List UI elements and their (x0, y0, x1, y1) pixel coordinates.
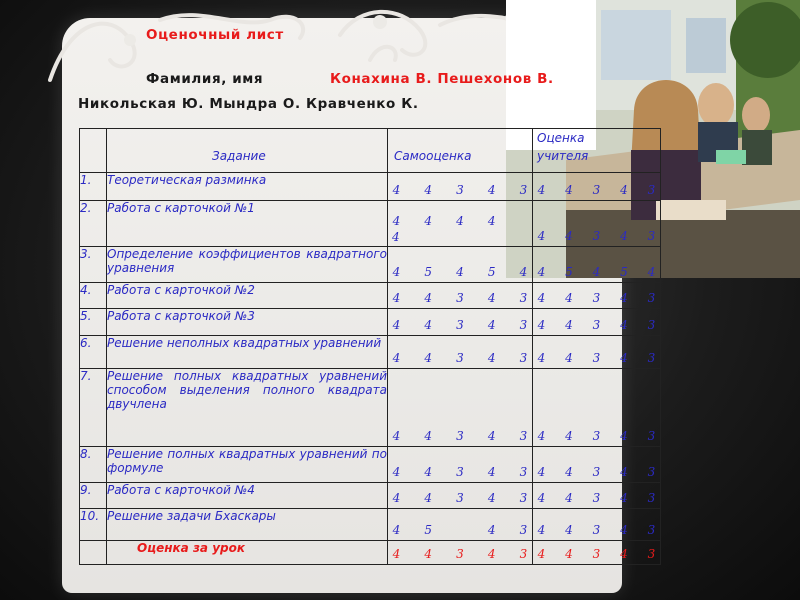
header-self: Самооценка (394, 149, 472, 163)
score-value: 3 (519, 317, 528, 332)
score-value: 3 (647, 428, 656, 443)
score-value: 3 (592, 291, 601, 306)
self-score-cell (388, 309, 533, 335)
score-value: 4 (487, 464, 496, 479)
score-value: 5 (424, 522, 433, 537)
row-task: Решение задачи Бхаскары (107, 508, 388, 540)
score-value: 4 (487, 350, 496, 365)
table-row (80, 368, 661, 446)
student-names-line1: Конахина В. Пешехонов В. (330, 71, 554, 87)
score-value: 3 (519, 291, 528, 306)
score-value: 4 (487, 317, 496, 332)
header-task-cell (107, 129, 388, 173)
score-value: 3 (647, 547, 656, 561)
score-value: 3 (647, 522, 656, 537)
self-score-cell (388, 508, 533, 540)
self-score-cell (388, 247, 533, 283)
score-value: 4 (424, 464, 433, 479)
score-value: 4 (456, 214, 464, 229)
score-value: 4 (537, 229, 546, 244)
score-value: 4 (620, 547, 628, 561)
student-names-line2: Никольская Ю. Мындра О. Кравченко К. (78, 96, 419, 112)
score-value: 3 (592, 229, 601, 244)
score-value: 4 (537, 464, 546, 479)
score-value: 5 (565, 265, 573, 280)
score-value: 3 (592, 350, 601, 365)
table-row (80, 247, 661, 283)
score-value: 4 (592, 265, 601, 280)
row-task: Определение коэффициентов квадратного уравнения (107, 247, 388, 283)
score-value: 4 (565, 317, 573, 332)
row-number: 8. (80, 446, 107, 482)
score-value: 4 (565, 547, 573, 561)
header-num-cell (80, 129, 107, 173)
score-value: 5 (424, 265, 433, 280)
score-value: 4 (424, 317, 433, 332)
score-value: 3 (519, 547, 528, 561)
row-number: 4. (80, 283, 107, 309)
row-task: Работа с карточкой №3 (107, 309, 388, 335)
self-score-cell (388, 200, 533, 246)
score-value: 3 (592, 547, 601, 561)
score-value: 4 (392, 490, 401, 505)
score-value: 4 (620, 317, 628, 332)
table-row (80, 283, 661, 309)
score-value: 3 (519, 464, 528, 479)
score-value: 3 (456, 182, 464, 197)
score-value: 4 (620, 428, 628, 443)
score-value: 4 (424, 350, 433, 365)
table-row (80, 482, 661, 508)
score-value: 3 (519, 428, 528, 443)
score-value: 3 (647, 229, 656, 244)
score-value: 4 (565, 428, 573, 443)
score-value: 4 (620, 464, 628, 479)
teacher-score-cell (533, 335, 661, 368)
table-row (80, 309, 661, 335)
table-row (80, 335, 661, 368)
score-value: 3 (647, 490, 656, 505)
final-grade-row (80, 540, 661, 564)
score-value: 3 (592, 428, 601, 443)
score-value: 4 (424, 182, 433, 197)
score-value: 3 (519, 490, 528, 505)
score-value: 4 (565, 522, 573, 537)
header-teacher-cell (533, 129, 661, 173)
score-value: 4 (537, 547, 546, 561)
score-value: 4 (565, 490, 573, 505)
row-task: Работа с карточкой №1 (107, 200, 388, 246)
final-grade-label: Оценка за урок (107, 540, 388, 564)
score-value: 3 (456, 350, 464, 365)
score-value: 4 (565, 229, 573, 244)
score-value: 4 (392, 317, 401, 332)
final-self-score-cell (388, 540, 533, 564)
score-value: 4 (392, 214, 401, 229)
table-row (80, 446, 661, 482)
score-value: 4 (456, 265, 464, 280)
self-score-cell (388, 335, 533, 368)
score-value: 3 (519, 350, 528, 365)
score-value: 3 (456, 490, 464, 505)
row-number: 10. (80, 508, 107, 540)
row-number: 3. (80, 247, 107, 283)
score-value: 4 (537, 317, 546, 332)
score-value: 4 (565, 182, 573, 197)
score-value: 4 (487, 428, 496, 443)
row-number: 5. (80, 309, 107, 335)
score-value: 3 (456, 547, 464, 561)
score-value: 5 (487, 265, 496, 280)
score-value: 3 (592, 317, 601, 332)
sheet-title: Оценочный лист (146, 27, 284, 43)
teacher-score-cell (533, 309, 661, 335)
teacher-score-cell (533, 508, 661, 540)
score-value: 4 (537, 428, 546, 443)
score-value: 3 (647, 464, 656, 479)
score-value: 4 (620, 182, 628, 197)
self-score-cell (388, 368, 533, 446)
score-value: 4 (565, 350, 573, 365)
score-value: 4 (487, 214, 496, 229)
table-row (80, 200, 661, 246)
score-value: 3 (456, 464, 464, 479)
score-value: 4 (392, 265, 401, 280)
score-value: 4 (487, 522, 496, 537)
final-num-cell (80, 540, 107, 564)
final-teacher-score-cell (533, 540, 661, 564)
score-value: 4 (519, 265, 528, 280)
score-value: 4 (392, 182, 401, 197)
row-task: Работа с карточкой №4 (107, 482, 388, 508)
row-task: Работа с карточкой №2 (107, 283, 388, 309)
teacher-score-cell (533, 173, 661, 200)
score-value: 4 (565, 464, 573, 479)
grades-table (79, 128, 661, 565)
self-score-cell (388, 446, 533, 482)
score-value: 3 (592, 464, 601, 479)
score-value: 4 (620, 350, 628, 365)
score-value: 4 (392, 547, 401, 561)
score-value: 3 (519, 182, 528, 197)
score-value: 4 (487, 182, 496, 197)
score-value: 4 (537, 265, 546, 280)
score-value: 4 (537, 522, 546, 537)
row-number: 9. (80, 482, 107, 508)
score-value: 3 (456, 291, 464, 306)
score-value: 3 (456, 317, 464, 332)
row-number: 6. (80, 335, 107, 368)
score-value: 3 (647, 350, 656, 365)
self-score-cell (388, 173, 533, 200)
score-value: 4 (620, 229, 628, 244)
score-value: 5 (620, 265, 628, 280)
row-task: Решение полных квадратных уравнений способом выделения полного квадрата двучлена (107, 368, 388, 446)
score-value: 4 (647, 265, 656, 280)
score-value: 3 (647, 291, 656, 306)
score-value: 4 (487, 291, 496, 306)
header-task: Задание (212, 149, 266, 163)
row-task: Теоретическая разминка (107, 173, 388, 200)
score-value: 4 (620, 291, 628, 306)
score-value: 4 (392, 291, 401, 306)
score-value: 3 (456, 428, 464, 443)
name-label: Фамилия, имя (146, 71, 264, 87)
score-value: 4 (537, 350, 546, 365)
score-value: 4 (537, 490, 546, 505)
teacher-score-cell (533, 482, 661, 508)
score-value: 3 (647, 317, 656, 332)
score-value: 4 (392, 350, 401, 365)
score-value: 4 (424, 490, 433, 505)
score-value: 3 (647, 182, 656, 197)
score-value: 4 (424, 547, 433, 561)
table-row (80, 173, 661, 200)
row-task: Решение неполных квадратных уравнений (107, 335, 388, 368)
score-value: 4 (392, 522, 401, 537)
self-score-cell (388, 283, 533, 309)
score-value: 4 (487, 547, 496, 561)
score-value: 3 (592, 490, 601, 505)
score-value: 4 (424, 291, 433, 306)
score-value: 4 (537, 182, 546, 197)
header-teacher-line2: учителя (537, 149, 589, 163)
score-value: 3 (519, 522, 528, 537)
self-score-cell (388, 482, 533, 508)
teacher-score-cell (533, 446, 661, 482)
score-value: 4 (537, 291, 546, 306)
score-value: 3 (592, 182, 601, 197)
score-value: 4 (424, 214, 433, 229)
teacher-score-cell (533, 247, 661, 283)
score-value: 4 (392, 464, 401, 479)
row-task: Решение полных квадратных уравнений по формуле (107, 446, 388, 482)
row-number: 7. (80, 368, 107, 446)
teacher-score-cell (533, 200, 661, 246)
teacher-score-cell (533, 368, 661, 446)
header-teacher-line1: Оценка (537, 131, 585, 145)
score-value: 4 (424, 428, 433, 443)
score-value: 4 (620, 490, 628, 505)
score-extra: 4 (392, 230, 400, 245)
teacher-score-cell (533, 283, 661, 309)
score-value: 4 (565, 291, 573, 306)
score-value: 4 (487, 490, 496, 505)
table-row (80, 508, 661, 540)
score-value: 4 (392, 428, 401, 443)
header-self-cell (388, 129, 533, 173)
row-number: 1. (80, 173, 107, 200)
table-header-row (80, 129, 661, 173)
row-number: 2. (80, 200, 107, 246)
score-value: 3 (592, 522, 601, 537)
score-value: 4 (620, 522, 628, 537)
